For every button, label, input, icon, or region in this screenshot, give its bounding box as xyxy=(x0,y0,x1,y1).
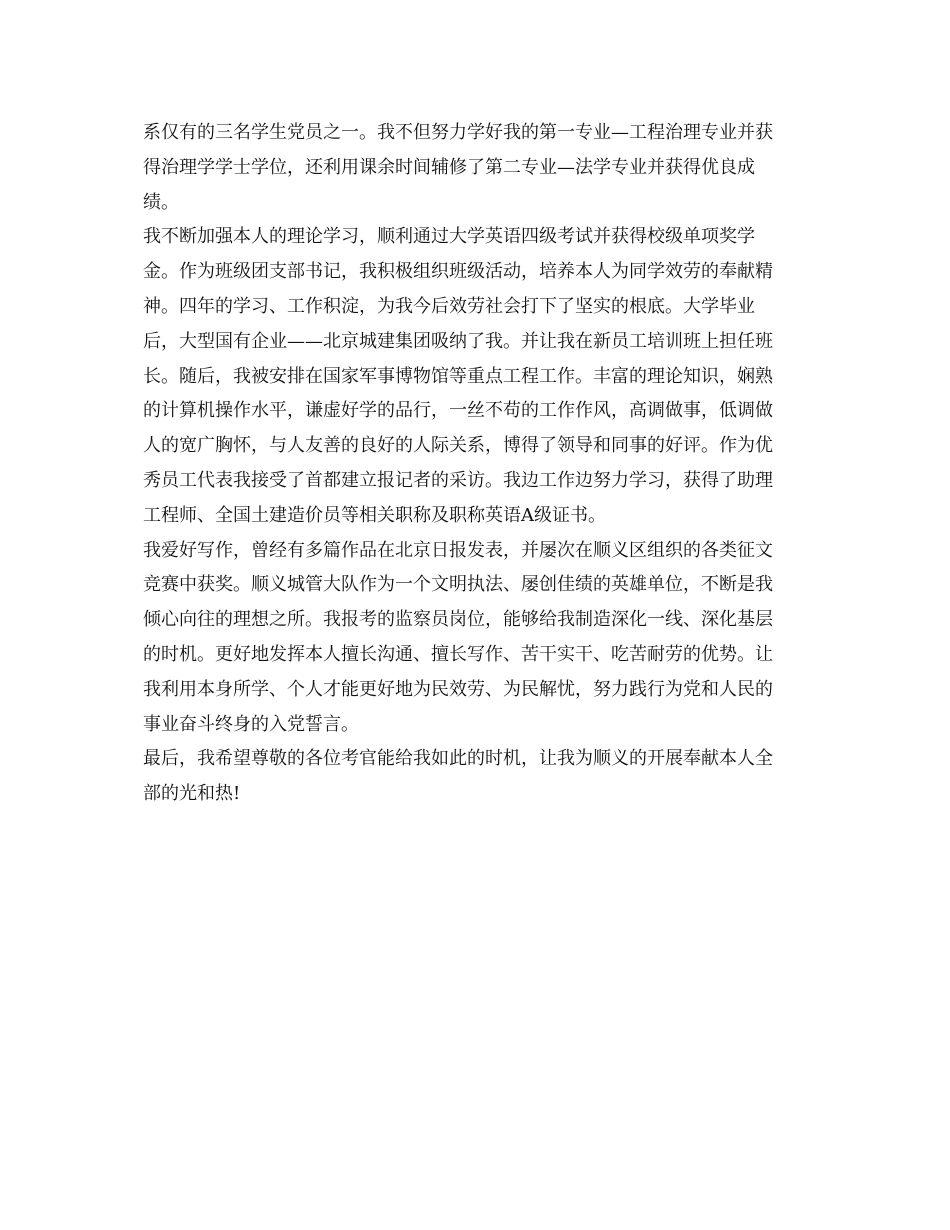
text-line: 得治理学学士学位，还利用课余时间辅修了第二专业—法学专业并获得优良成 xyxy=(143,156,755,178)
text-line: 的时机。更好地发挥本人擅长沟通、擅长写作、苦干实干、吃苦耐劳的优势。让 xyxy=(143,643,773,665)
text-line: 我不断加强本人的理论学习，顺利通过大学英语四级考试并获得校级单项奖学 xyxy=(143,226,755,248)
paragraph-2 xyxy=(143,220,813,533)
text-line: 后，大型国有企业——北京城建集团吸纳了我。并让我在新员工培训班上担任班 xyxy=(143,330,773,352)
text-line: 系仅有的三名学生党员之一。我不但努力学好我的第一专业—工程治理专业并获 xyxy=(143,122,773,143)
text-line: 事业奋斗终身的入党誓言。 xyxy=(143,713,359,735)
paragraph-3 xyxy=(143,534,813,743)
text-line: 人的宽广胸怀，与人友善的良好的人际关系，博得了领导和同事的好评。作为优 xyxy=(143,435,773,457)
text-line: 我利用本身所学、个人才能更好地为民效劳、为民解忧，努力践行为党和人民的 xyxy=(143,678,773,700)
text-line: 绩。 xyxy=(143,191,179,213)
text-line: 最后，我希望尊敬的各位考官能给我如此的时机，让我为顺义的开展奉献本人全 xyxy=(143,748,773,770)
text-line: 竞赛中获奖。顺义城管大队作为一个文明执法、屡创佳绩的英雄单位，不断是我 xyxy=(143,574,773,596)
text-line: 神。四年的学习、工作积淀，为我今后效劳社会打下了坚实的根底。大学毕业 xyxy=(143,295,755,317)
document-body xyxy=(143,116,813,812)
text-line: 的计算机操作水平，谦虚好学的品行，一丝不苟的工作作风，高调做事，低调做 xyxy=(143,400,773,422)
text-line: 金。作为班级团支部书记，我积极组织班级活动，培养本人为同学效劳的奉献精 xyxy=(143,261,773,283)
paragraph-4 xyxy=(143,742,813,812)
text-line: 工程师、全国土建造价员等相关职称及职称英语A级证书。 xyxy=(143,504,606,526)
text-line: 长。随后，我被安排在国家军事博物馆等重点工程工作。丰富的理论知识，娴熟 xyxy=(143,365,773,387)
text-line: 倾心向往的理想之所。我报考的监察员岗位，能够给我制造深化一线、深化基层 xyxy=(143,609,773,631)
text-line: 秀员工代表我接受了首都建立报记者的采访。我边工作边努力学习，获得了助理 xyxy=(143,469,773,491)
text-line: 部的光和热! xyxy=(143,783,241,805)
text-line: 我爱好写作，曾经有多篇作品在北京日报发表，并屡次在顺义区组织的各类征文 xyxy=(143,539,773,561)
paragraph-1 xyxy=(143,116,813,220)
